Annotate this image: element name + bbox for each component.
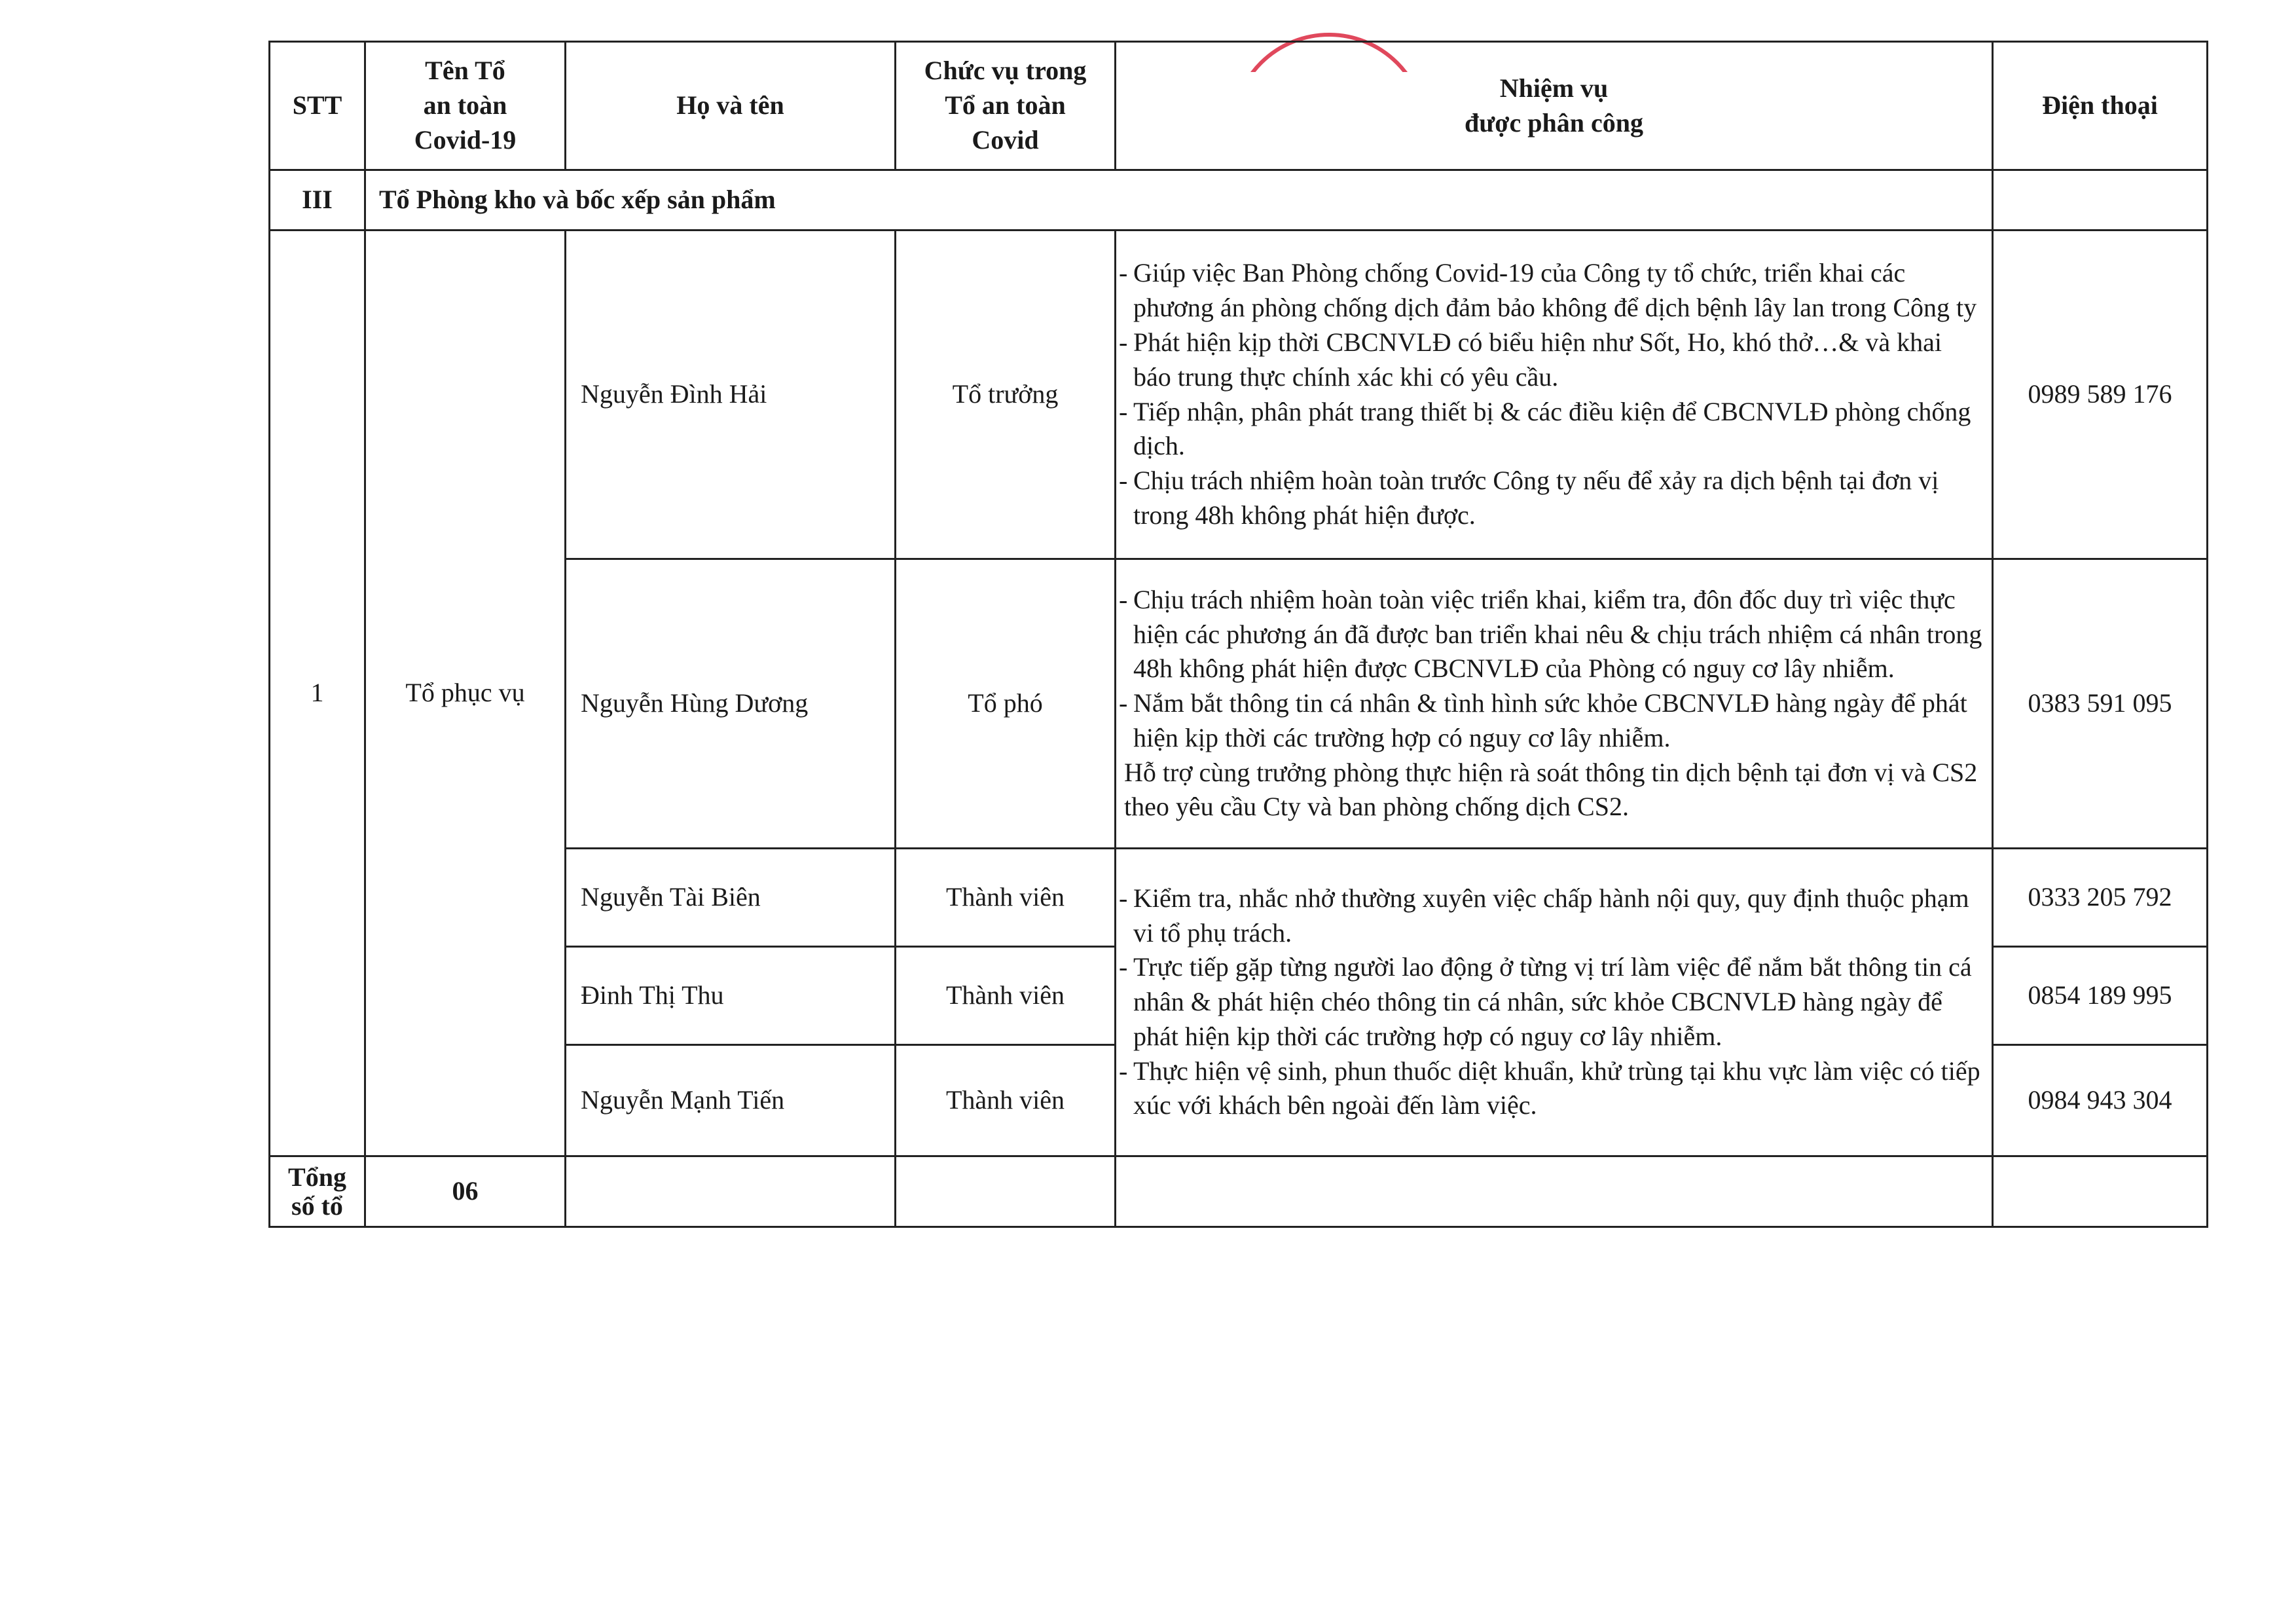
covid-safety-team-table <box>268 41 2208 1228</box>
total-value: 06 <box>365 1156 566 1227</box>
duty-item: - Kiểm tra, nhắc nhở thường xuyên việc chấp hành nội quy, quy định thuộc phạm vi tổ phụ trách. <box>1133 881 1982 951</box>
section-phone-empty <box>1993 170 2208 231</box>
member-phone: 0989 589 176 <box>1993 231 2208 559</box>
shared-duties <box>1116 849 1993 1156</box>
member-position: Thành viên <box>896 849 1116 947</box>
member-position: Tổ phó <box>896 559 1116 849</box>
header-team-name: Tên Tổ an toàn Covid-19 <box>365 42 566 170</box>
table-header-row <box>270 42 2208 170</box>
duty-item: - Nắm bắt thông tin cá nhân & tình hình sức khỏe CBCNVLĐ hàng ngày để phát hiện kịp thời các trường hợp có nguy cơ lây nhiễm. <box>1133 686 1982 756</box>
total-empty-cell <box>1116 1156 1993 1227</box>
section-row <box>270 170 2208 231</box>
member-name: Nguyễn Mạnh Tiến <box>566 1045 896 1156</box>
header-duties: Nhiệm vụ được phân công <box>1116 42 1993 170</box>
member-duties <box>1116 231 1993 559</box>
duty-item: Hỗ trợ cùng trưởng phòng thực hiện rà soát thông tin dịch bệnh tại đơn vị và CS2 theo yêu cầu Cty và ban phòng chống dịch CS2. <box>1124 757 1978 822</box>
duty-item: - Chịu trách nhiệm hoàn toàn việc triển khai, kiểm tra, đôn đốc duy trì việc thực hiện các phương án đã được ban triển khai nêu & chịu trách nhiệm cá nhân trong 48h không phát hiện được CBCNVLĐ của Phòng có nguy cơ lây nhiễm. <box>1133 583 1982 686</box>
member-phone: 0984 943 304 <box>1993 1045 2208 1156</box>
duty-item: - Thực hiện vệ sinh, phun thuốc diệt khuẩn, khử trùng tại khu vực làm việc có tiếp xúc với khách bên ngoài đến làm việc. <box>1133 1054 1982 1124</box>
header-position: Chức vụ trong Tổ an toàn Covid <box>896 42 1116 170</box>
member-position: Tổ trưởng <box>896 231 1116 559</box>
total-row <box>270 1156 2208 1227</box>
total-empty-cell <box>896 1156 1116 1227</box>
member-phone: 0383 591 095 <box>1993 559 2208 849</box>
total-empty-cell <box>566 1156 896 1227</box>
duty-item: - Phát hiện kịp thời CBCNVLĐ có biểu hiện như Sốt, Ho, khó thở…& và khai báo trung thực chính xác khi có yêu cầu. <box>1133 325 1982 395</box>
total-empty-cell <box>1993 1156 2208 1227</box>
member-phone: 0854 189 995 <box>1993 947 2208 1045</box>
member-name: Nguyễn Hùng Dương <box>566 559 896 849</box>
member-name: Đinh Thị Thu <box>566 947 896 1045</box>
section-number: III <box>270 170 365 231</box>
member-name: Nguyễn Đình Hải <box>566 231 896 559</box>
member-name: Nguyễn Tài Biên <box>566 849 896 947</box>
member-position: Thành viên <box>896 947 1116 1045</box>
section-title: Tổ Phòng kho và bốc xếp sản phẩm <box>365 170 1993 231</box>
duty-item: - Trực tiếp gặp từng người lao động ở từng vị trí làm việc để nắm bắt thông tin cá nhân & phát hiện chéo thông tin cá nhân, sức khỏe CBCNVLĐ hàng ngày để phát hiện kịp thời các trường hợp có nguy cơ lây nhiễm. <box>1133 950 1982 1054</box>
member-phone: 0333 205 792 <box>1993 849 2208 947</box>
total-label: Tổng số tổ <box>270 1156 365 1227</box>
member-duties <box>1116 559 1993 849</box>
duty-item: - Tiếp nhận, phân phát trang thiết bị & các điều kiện để CBCNVLĐ phòng chống dịch. <box>1133 395 1982 464</box>
table-row <box>270 231 2208 559</box>
header-stt: STT <box>270 42 365 170</box>
header-phone: Điện thoại <box>1993 42 2208 170</box>
duty-item: - Giúp việc Ban Phòng chống Covid-19 của Công ty tổ chức, triển khai các phương án phòng chống dịch đảm bảo không để dịch bệnh lây lan trong Công ty <box>1133 256 1982 325</box>
duty-item: - Chịu trách nhiệm hoàn toàn trước Công ty nếu để xảy ra dịch bệnh tại đơn vị trong 48h không phát hiện được. <box>1133 464 1982 533</box>
group-team-name: Tổ phục vụ <box>365 231 566 1156</box>
member-position: Thành viên <box>896 1045 1116 1156</box>
group-stt: 1 <box>270 231 365 1156</box>
header-full-name: Họ và tên <box>566 42 896 170</box>
